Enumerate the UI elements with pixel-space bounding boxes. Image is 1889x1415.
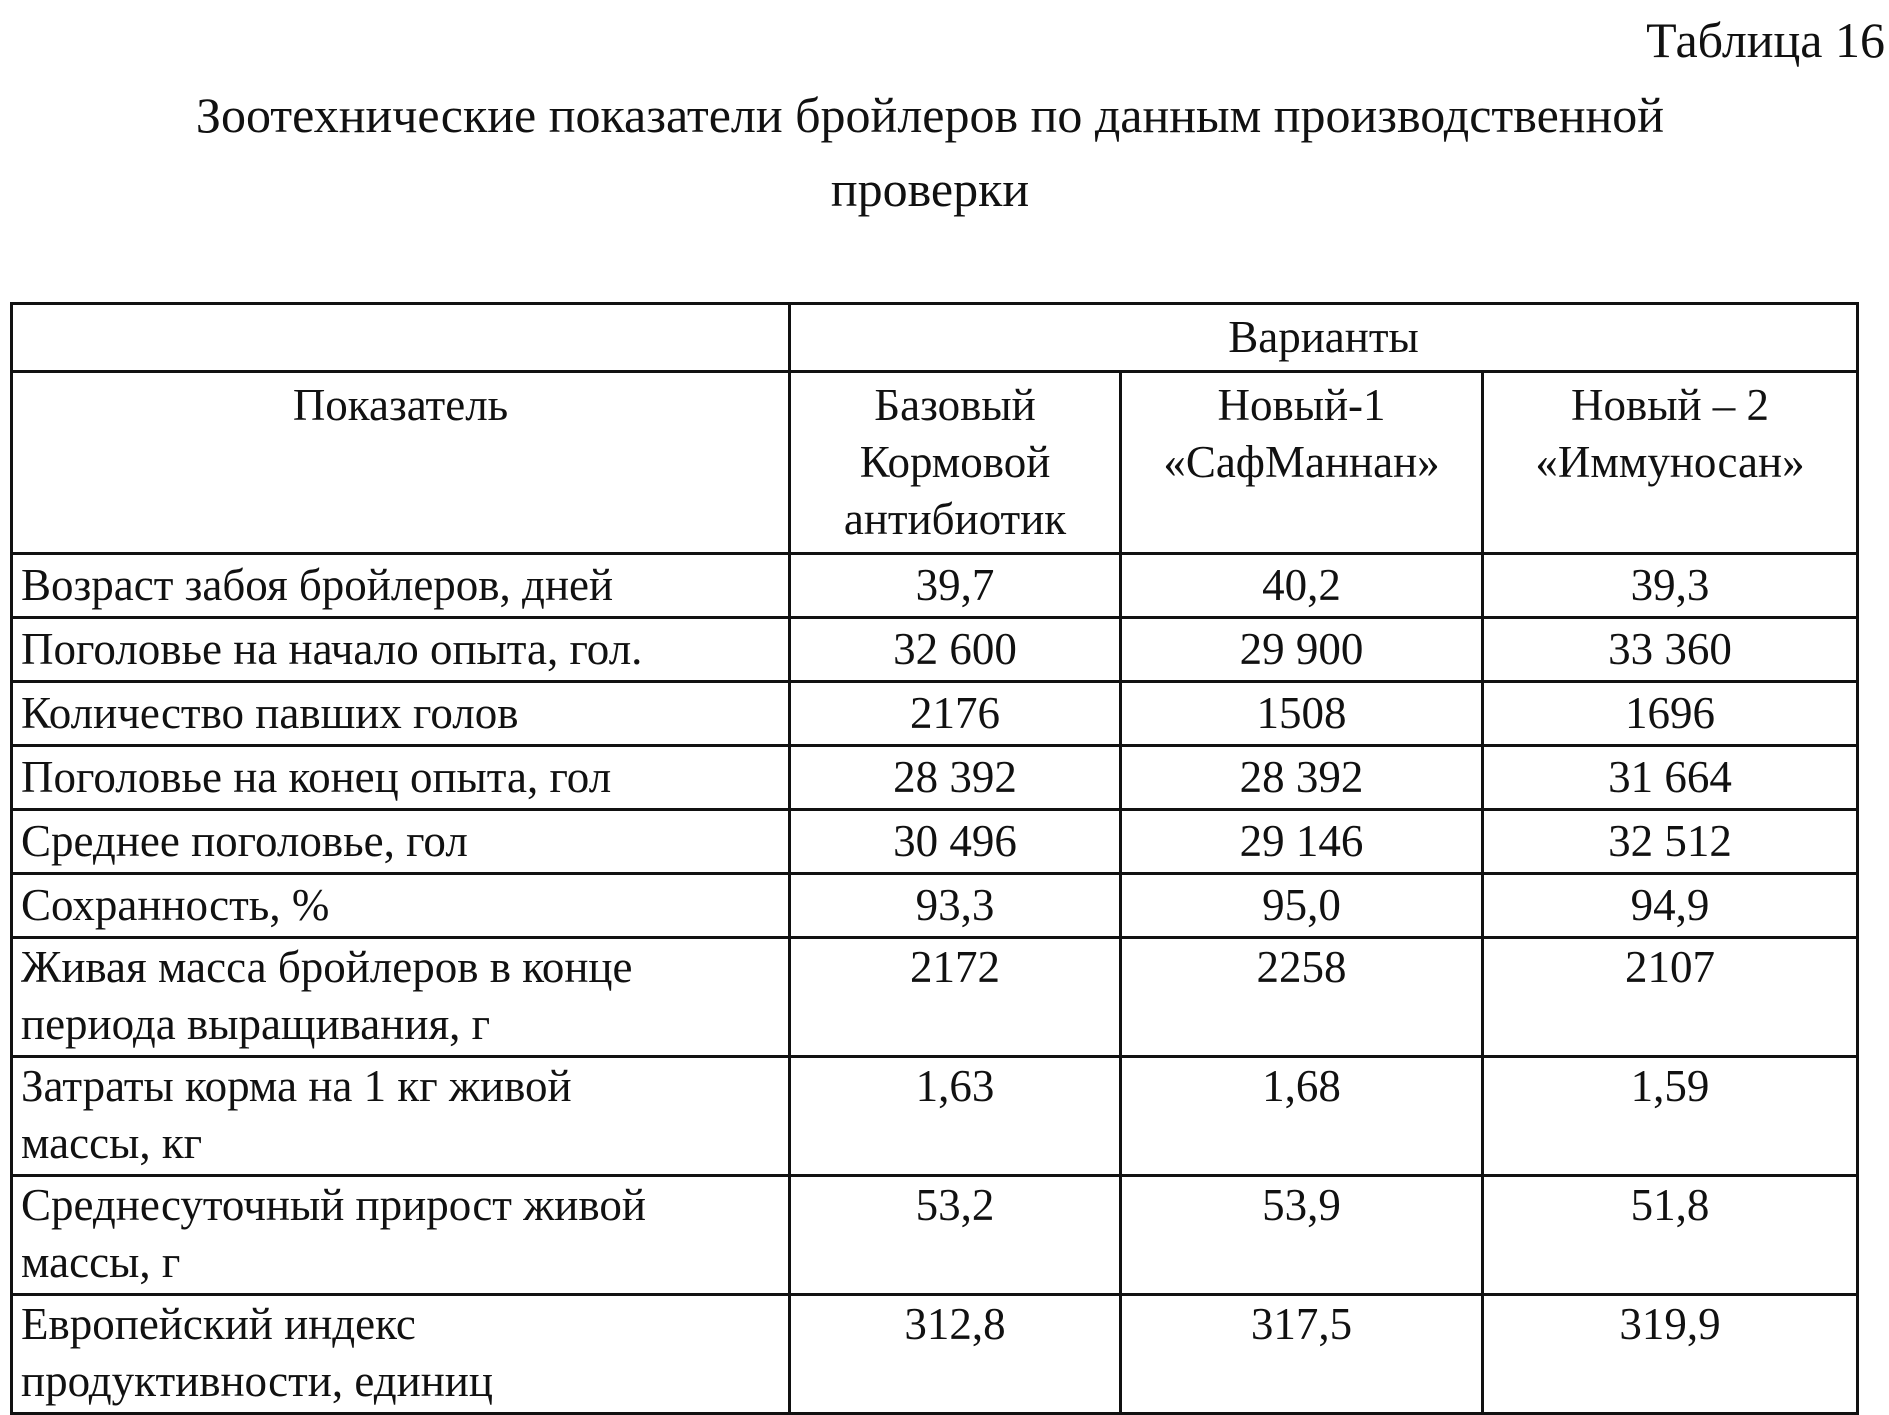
- row-label: [12, 938, 790, 1057]
- row-label: [12, 1295, 790, 1414]
- row-label-line: Среднесуточный прирост живой: [21, 1180, 646, 1230]
- row-label-line: Количество павших голов: [21, 688, 519, 738]
- cell-base: 1,63: [790, 1057, 1121, 1176]
- cell-new2: 31 664: [1483, 746, 1858, 810]
- cell-new2: 94,9: [1483, 874, 1858, 938]
- row-label: [12, 810, 790, 874]
- cell-new2: 32 512: [1483, 810, 1858, 874]
- table-row: [12, 618, 1858, 682]
- table-row: [12, 810, 1858, 874]
- cell-new2: 33 360: [1483, 618, 1858, 682]
- row-label-line: Сохранность, %: [21, 880, 330, 930]
- cell-new1: 29 146: [1121, 810, 1483, 874]
- row-label-line: Поголовье на конец опыта, гол: [21, 752, 612, 802]
- row-label-line: Европейский индекс: [21, 1299, 416, 1349]
- cell-base: 28 392: [790, 746, 1121, 810]
- header-new1-line: Новый-1: [1217, 380, 1386, 430]
- header-new1-variant: [1121, 372, 1483, 554]
- cell-base: 32 600: [790, 618, 1121, 682]
- table-row: [12, 682, 1858, 746]
- cell-base: 312,8: [790, 1295, 1121, 1414]
- cell-new1: 1508: [1121, 682, 1483, 746]
- header-base-line: антибиотик: [843, 494, 1067, 544]
- row-label: [12, 746, 790, 810]
- title-line-1: Зоотехнические показатели бройлеров по данным производственной: [195, 87, 1665, 143]
- row-label: [12, 1176, 790, 1295]
- cell-base: 93,3: [790, 874, 1121, 938]
- cell-base: 30 496: [790, 810, 1121, 874]
- row-label-line: Среднее поголовье, гол: [21, 816, 468, 866]
- table-row: [12, 1295, 1858, 1414]
- cell-base: 39,7: [790, 554, 1121, 618]
- header-new2-line: «Иммуносан»: [1535, 437, 1805, 487]
- cell-new1: 28 392: [1121, 746, 1483, 810]
- row-label-line: продуктивности, единиц: [21, 1356, 493, 1406]
- cell-new1: 53,9: [1121, 1176, 1483, 1295]
- table-row: [12, 1057, 1858, 1176]
- header-row-variants: [12, 304, 1858, 372]
- row-label: [12, 1057, 790, 1176]
- cell-new1: 95,0: [1121, 874, 1483, 938]
- header-new1-line: «СафМаннан»: [1163, 437, 1440, 487]
- header-new2-line: Новый – 2: [1570, 380, 1770, 430]
- header-empty-cell: [12, 304, 790, 372]
- cell-new2: 1696: [1483, 682, 1858, 746]
- page-title: [130, 78, 1730, 226]
- row-label: [12, 554, 790, 618]
- row-label-line: Живая масса бройлеров в конце: [21, 942, 633, 992]
- row-label-line: массы, кг: [21, 1118, 203, 1168]
- header-row-columns: [12, 372, 1858, 554]
- row-label-line: Возраст забоя бройлеров, дней: [21, 560, 614, 610]
- cell-new1: 1,68: [1121, 1057, 1483, 1176]
- table-row: [12, 1176, 1858, 1295]
- header-base-line: Кормовой: [859, 437, 1051, 487]
- row-label-line: Поголовье на начало опыта, гол.: [21, 624, 643, 674]
- row-label-line: массы, г: [21, 1237, 181, 1287]
- header-new2-variant: [1483, 372, 1858, 554]
- row-label: [12, 618, 790, 682]
- table-row: [12, 554, 1858, 618]
- broiler-indicators-table: [10, 302, 1859, 1415]
- header-base-variant: [790, 372, 1121, 554]
- row-label: [12, 682, 790, 746]
- cell-base: 2172: [790, 938, 1121, 1057]
- cell-base: 53,2: [790, 1176, 1121, 1295]
- cell-new2: 319,9: [1483, 1295, 1858, 1414]
- cell-new2: 2107: [1483, 938, 1858, 1057]
- cell-new1: 40,2: [1121, 554, 1483, 618]
- table-row: [12, 874, 1858, 938]
- table-row: [12, 746, 1858, 810]
- title-line-2: проверки: [830, 161, 1030, 217]
- table-number-label: Таблица 16: [1646, 12, 1885, 68]
- cell-new1: 317,5: [1121, 1295, 1483, 1414]
- cell-new2: 1,59: [1483, 1057, 1858, 1176]
- header-base-line: Базовый: [874, 380, 1036, 430]
- cell-new2: 39,3: [1483, 554, 1858, 618]
- cell-new2: 51,8: [1483, 1176, 1858, 1295]
- row-label-line: периода выращивания, г: [21, 999, 491, 1049]
- table-row: [12, 938, 1858, 1057]
- header-variants: Варианты: [790, 304, 1858, 372]
- cell-base: 2176: [790, 682, 1121, 746]
- row-label: [12, 874, 790, 938]
- cell-new1: 2258: [1121, 938, 1483, 1057]
- cell-new1: 29 900: [1121, 618, 1483, 682]
- row-label-line: Затраты корма на 1 кг живой: [21, 1061, 572, 1111]
- header-indicator: Показатель: [12, 372, 790, 554]
